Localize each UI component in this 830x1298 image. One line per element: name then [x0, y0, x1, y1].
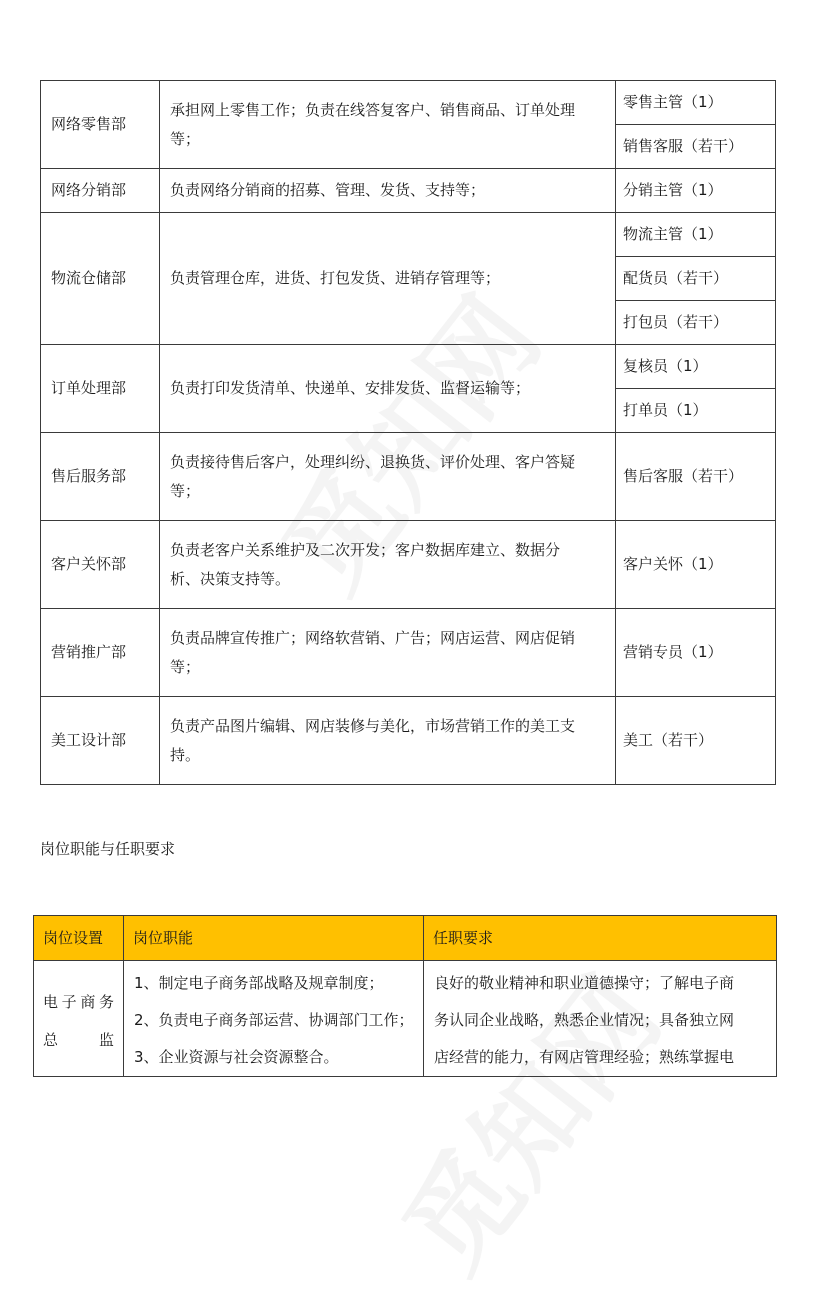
post-name-line: 电子商务: [43, 992, 114, 1011]
description-line: 持。: [170, 745, 201, 764]
description-line: 负责管理仓库，进货、打包发货、进销存管理等；: [170, 269, 501, 287]
department-position: 零售主管（1）: [616, 81, 776, 125]
description-line: 负责品牌宣传推广；网络软营销、广告；网店运营、网店促销: [170, 628, 576, 647]
department-position: 配货员（若干）: [616, 257, 776, 301]
department-description: [160, 433, 616, 521]
requirement-line: 店经营的能力，有网店管理经验；熟练掌握电: [434, 1048, 735, 1066]
department-position: 复核员（1）: [616, 345, 776, 389]
department-name: 网络零售部: [41, 81, 160, 169]
description-line: 负责产品图片编辑、网店装修与美化，市场营销工作的美工支: [170, 716, 576, 735]
requirement-line: 务认同企业战略，熟悉企业情况；具备独立网: [434, 1011, 735, 1029]
department-name: 营销推广部: [41, 609, 160, 697]
department-description: [160, 521, 616, 609]
department-description: [160, 169, 616, 213]
post-name: [34, 961, 124, 1077]
section-title: 岗位职能与任职要求: [40, 840, 176, 858]
department-name: 美工设计部: [41, 697, 160, 785]
department-description: [160, 609, 616, 697]
description-line: 负责打印发货清单、快递单、安排发货、监督运输等；: [170, 379, 531, 397]
department-description: [160, 697, 616, 785]
duty-line: 1、制定电子商务部战略及规章制度；: [134, 974, 384, 992]
department-name: 订单处理部: [41, 345, 160, 433]
post-duties: [124, 961, 424, 1077]
department-position: 客户关怀（1）: [616, 521, 776, 609]
description-line: 等；: [170, 657, 201, 676]
department-name: 网络分销部: [41, 169, 160, 213]
post-requirements: [424, 961, 777, 1077]
department-table: [40, 80, 776, 785]
duty-line: 2、负责电子商务部运营、协调部门工作；: [134, 1011, 414, 1029]
department-position: 物流主管（1）: [616, 213, 776, 257]
description-line: 等；: [170, 481, 201, 500]
header-post: 岗位设置: [34, 916, 124, 961]
header-requirements: 任职要求: [424, 916, 777, 961]
department-description: [160, 345, 616, 433]
description-line: 负责接待售后客户，处理纠纷、退换货、评价处理、客户答疑: [170, 452, 576, 471]
department-position: 美工（若干）: [616, 697, 776, 785]
description-line: 承担网上零售工作；负责在线答复客户、销售商品、订单处理: [170, 100, 576, 119]
header-duties: 岗位职能: [124, 916, 424, 961]
department-name: 售后服务部: [41, 433, 160, 521]
description-line: 等；: [170, 129, 201, 148]
department-description: [160, 81, 616, 169]
requirement-line: 良好的敬业精神和职业道德操守；了解电子商: [434, 974, 735, 992]
department-position: 打包员（若干）: [616, 301, 776, 345]
description-line: 负责老客户关系维护及二次开发；客户数据库建立、数据分: [170, 540, 561, 559]
department-position: 销售客服（若干）: [616, 125, 776, 169]
department-name: 客户关怀部: [41, 521, 160, 609]
department-name: 物流仓储部: [41, 213, 160, 345]
department-description: [160, 213, 616, 345]
description-line: 析、决策支持等。: [170, 569, 291, 588]
department-position: 营销专员（1）: [616, 609, 776, 697]
post-name-line: 总监: [43, 1030, 114, 1049]
department-position: 售后客服（若干）: [616, 433, 776, 521]
description-line: 负责网络分销商的招募、管理、发货、支持等；: [170, 181, 486, 199]
positions-table: [33, 915, 777, 1077]
department-position: 分销主管（1）: [616, 169, 776, 213]
table-row: [34, 961, 777, 1077]
department-position: 打单员（1）: [616, 389, 776, 433]
duty-line: 3、企业资源与社会资源整合。: [134, 1048, 339, 1066]
